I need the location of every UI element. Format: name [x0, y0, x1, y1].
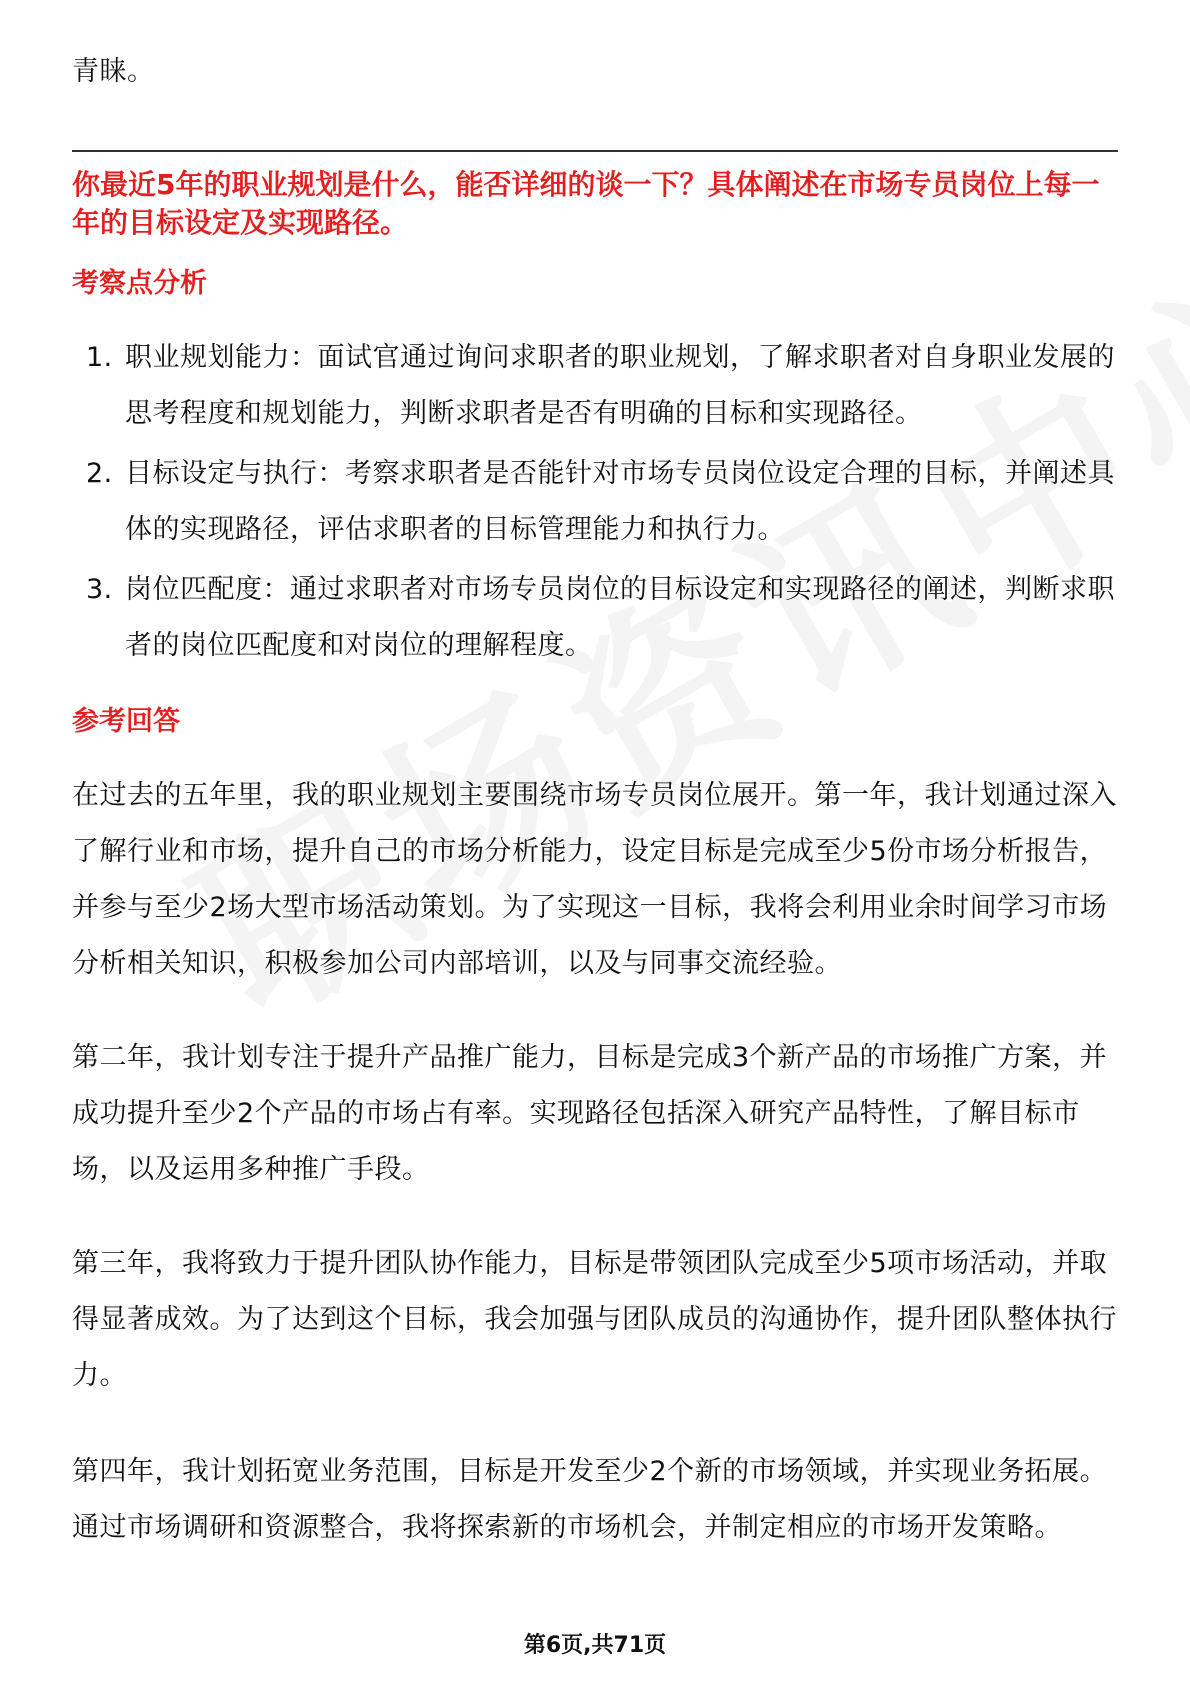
lead-text: 青睐。	[72, 56, 155, 87]
analysis-item	[72, 562, 1118, 674]
analysis-item-text: 岗位匹配度：通过求职者对市场专员岗位的目标设定和实现路径的阐述，判断求职者的岗位匹配度和对岗位的理解程度。	[125, 574, 1115, 661]
answer-paragraph: 在过去的五年里，我的职业规划主要围绕市场专员岗位展开。第一年，我计划通过深入了解行业和市场，提升自己的市场分析能力，设定目标是完成至少5份市场分析报告，并参与至少2场大型市场活动策划。为了实现这一目标，我将会利用业余时间学习市场分析相关知识，积极参加公司内部培训，以及与同事交流经验。	[72, 780, 1117, 979]
list-number: 2.	[86, 458, 113, 489]
question-heading: 你最近5年的职业规划是什么，能否详细的谈一下？具体阐述在市场专员岗位上每一年的目标设定及实现路径。	[72, 168, 1100, 239]
analysis-item-text: 目标设定与执行：考察求职者是否能针对市场专员岗位设定合理的目标，并阐述具体的实现路径，评估求职者的目标管理能力和执行力。	[125, 458, 1115, 545]
answer-paragraph: 第二年，我计划专注于提升产品推广能力，目标是完成3个新产品的市场推广方案，并成功提升至少2个产品的市场占有率。实现路径包括深入研究产品特性，了解目标市场，以及运用多种推广手段。	[72, 1042, 1108, 1185]
section-divider	[72, 150, 1118, 152]
answer-title: 参考回答	[72, 706, 180, 737]
list-number: 3.	[86, 574, 113, 605]
page-number: 第6页,共71页	[523, 1633, 667, 1658]
analysis-item	[72, 446, 1118, 558]
analysis-item	[72, 330, 1118, 442]
analysis-item-text: 职业规划能力：面试官通过询问求职者的职业规划，了解求职者对自身职业发展的思考程度和规划能力，判断求职者是否有明确的目标和实现路径。	[125, 342, 1115, 429]
analysis-title: 考察点分析	[72, 268, 207, 299]
analysis-list	[72, 330, 1118, 678]
list-number: 1.	[86, 342, 113, 373]
answer-paragraph: 第四年，我计划拓宽业务范围，目标是开发至少2个新的市场领域，并实现业务拓展。通过市场调研和资源整合，我将探索新的市场机会，并制定相应的市场开发策略。	[72, 1456, 1108, 1543]
answer-paragraph: 第三年，我将致力于提升团队协作能力，目标是带领团队完成至少5项市场活动，并取得显著成效。为了达到这个目标，我会加强与团队成员的沟通协作，提升团队整体执行力。	[72, 1248, 1117, 1391]
